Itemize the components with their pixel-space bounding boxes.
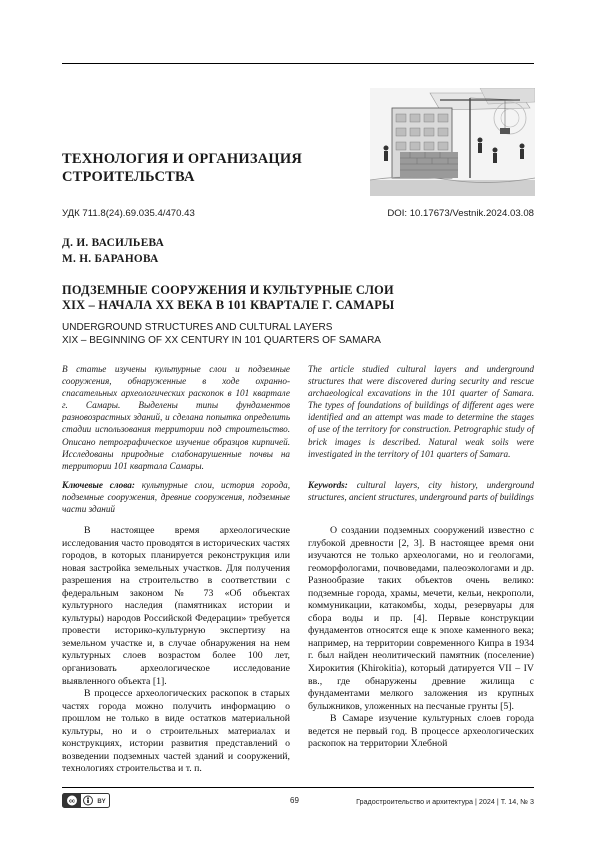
- body-left-paragraph-1: В настоящее время археологические исследования часто проводятся в исторических частях городов, в которых планируется реконструкция или новая застройка земельных участков. Для получения разрешения на строительство в соответствии с федеральным законом № 73 «Об объектах культурного наследия (памятниках истории и культуры) народов Российской Федерации» требуется провести историко-культурную экспертизу на земельном участке и, в случае обнаружения на нем культурных слоев возрастом более 100 лет, организовать археологическое исследование выявленного объекта [1].: [62, 525, 291, 687]
- article-title-ru: [62, 283, 534, 313]
- doi-link[interactable]: DOI: 10.17673/Vestnik.2024.03.08: [387, 208, 534, 219]
- article-title-en: [62, 321, 534, 347]
- body-right-paragraph-2: В Самаре изучение культурных слоев города ведется не первый год. В процессе археологических раскопок на территории Хлебной: [308, 713, 534, 750]
- body-left-paragraph-2: В процессе археологических раскопок в старых частях города можно получить информацию о прошлом не только в виде остатков материальной культуры, но и о строительных материалах и конструкциях, истории развития представлений о возведении подземных частей зданий и сооружений, технологиях строительства и т. п.: [62, 688, 290, 775]
- section-title-line2: СТРОИТЕЛЬСТВА: [62, 169, 195, 185]
- page-number: 69: [290, 796, 299, 805]
- footer-rule: [62, 787, 534, 788]
- keywords-ru-label: Ключевые слова:: [62, 480, 135, 490]
- abstract-ru: В статье изучены культурные слои и подземные сооружения, обнаруженные в ходе охранно-спасательных археологических раскопок в 101 квартале г. Самары. Выделены типы фундаментов разновозрастных зданий, и сделана попытка определить стадии использования территории под строительство. Описано петрографическое изучение образцов кирпичей. Исследованы природные слабонарушенные почвы на территории 101 квартала Самары.: [62, 364, 290, 471]
- author-2: М. Н. БАРАНОВА: [62, 253, 159, 265]
- title-en-line2: XIX – BEGINNING OF XX CENTURY IN 101 QUARTERS OF SAMARA: [62, 335, 381, 346]
- journal-footer: Градостроительство и архитектура | 2024 | Т. 14, № 3: [356, 797, 534, 806]
- body-right-paragraph-1: О создании подземных сооружений известно с глубокой древности [2, 3]. В настоящее время они изучаются не только археологами, но и геологами, геоморфологами, почвоведами, палеоэкологами и др. Разнообразие таких объектов очень велико: подземные города, храмы, мечети, кельи, некрополи, коммуникации, катакомбы, ходы, резервуары для сбора воды и пр. [4]. Первые конструкции фундаментов относятся еще к эпохе каменного века; например, на территории современного Кипра в 1934 г. был найден неолитический памятник (поселение) Хирокития (Khirokitia), который датируется VII – IV вв., где обнаружены древние жилища с фундаментами мелкого заложения из крупных булыжников, уложенных на песчаные грунты [5].: [308, 525, 534, 712]
- author-1: Д. И. ВАСИЛЬЕВА: [62, 237, 165, 249]
- keywords-en-label: Keywords:: [308, 480, 348, 490]
- header-illustration: [370, 88, 535, 196]
- cc-label: cc: [69, 798, 75, 805]
- udc-code: УДК 711.8(24).69.035.4/470.43: [62, 208, 195, 219]
- keywords-ru-text: культурные слои, история города, подземные сооружения, древние сооружения, подземные части зданий: [62, 480, 290, 515]
- body-left-column: [62, 525, 290, 776]
- section-title-line1: ТЕХНОЛОГИЯ И ОРГАНИЗАЦИЯ: [62, 151, 303, 167]
- header-rule: [62, 63, 534, 64]
- title-en-line1: UNDERGROUND STRUCTURES AND CULTURAL LAYERS: [62, 322, 333, 333]
- cc-license-badge[interactable]: [62, 793, 110, 808]
- keywords-en-text: cultural layers, city history, underground structures, ancient structures, underground parts of buildings: [308, 480, 535, 503]
- title-ru-line2: XIX – НАЧАЛА XX ВЕКА В 101 КВАРТАЛЕ Г. САМАРЫ: [62, 298, 395, 312]
- svg-text:BY: BY: [97, 799, 106, 805]
- title-ru-line1: ПОДЗЕМНЫЕ СООРУЖЕНИЯ И КУЛЬТУРНЫЕ СЛОИ: [62, 283, 394, 297]
- section-title: [62, 150, 362, 186]
- keywords-ru: [62, 479, 290, 515]
- keywords-en: [308, 479, 534, 503]
- abstract-en: The article studied cultural layers and underground structures that were discovered during security and rescue archaeological excavations in the 101 quarter of Samara. The types of foundations of buildings of different ages were identified and an attempt was made to determine the stages of use of the territory for construction. Petrographic study of brick images is described. Natural weak soils were investigated in the territory of 101 quarters of Samara.: [308, 364, 534, 459]
- body-right-column: [308, 525, 534, 751]
